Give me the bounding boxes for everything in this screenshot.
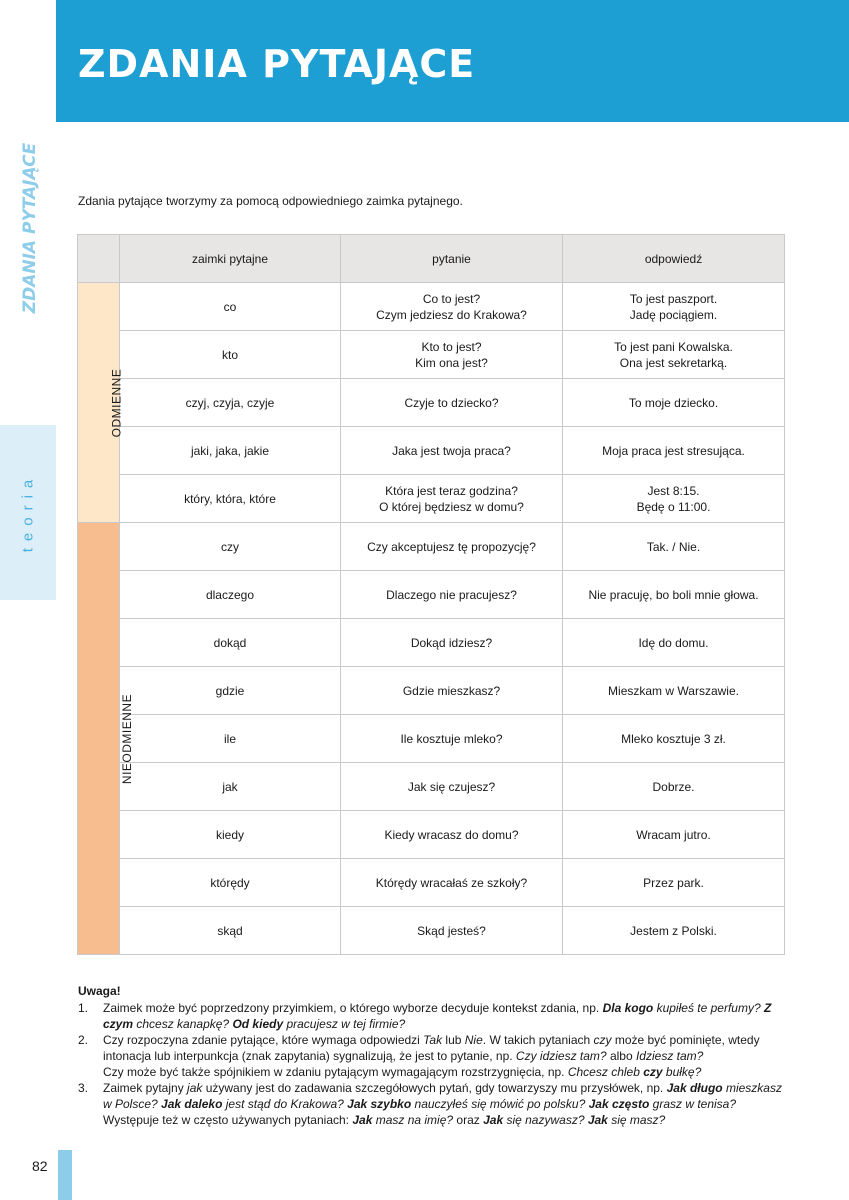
question-line: Jak się czujesz? (407, 779, 496, 794)
note-text: się nazywasz? (503, 1113, 588, 1127)
question-cell (341, 619, 563, 667)
table-row (78, 859, 785, 907)
question-cell (341, 523, 563, 571)
note-paragraph (103, 1064, 790, 1080)
table-row (78, 907, 785, 955)
pronoun-cell: kto (120, 331, 341, 379)
note-emphasis: Jak szybko (347, 1097, 412, 1111)
answer-line: Będę o 11:00. (636, 499, 711, 514)
question-line: Co to jest? (422, 291, 481, 306)
answer-cell (563, 715, 785, 763)
question-cell (341, 379, 563, 427)
answer-cell (563, 667, 785, 715)
answer-cell (563, 475, 785, 523)
note-number: 3. (78, 1081, 89, 1095)
note-emphasis: Od kiedy (232, 1017, 284, 1031)
sidebar-vertical-title-text: ZDANIA PYTAJĄCE (20, 142, 41, 313)
note-text: albo (606, 1049, 636, 1063)
note-text: może być pominięte, wtedy intonacja lub interpunkcja (znak zapytania) sygnalizują, że jest to pytanie, np. (103, 1033, 760, 1063)
note-text: używany jest do zadawania szczegółowych pytań, gdy towarzyszy mu przysłówek, np. (202, 1081, 667, 1095)
note-text: Występuje też w często używanych pytaniach: (103, 1113, 353, 1127)
intro-text: Zdania pytające tworzymy za pomocą odpowiedniego zaimka pytajnego. (78, 194, 463, 208)
table-row (78, 331, 785, 379)
note-text: pracujesz w tej firmie? (283, 1017, 406, 1031)
pronoun-cell: który, która, które (120, 475, 341, 523)
note-number: 2. (78, 1033, 89, 1047)
answer-line: Przez park. (643, 875, 704, 890)
note-text: czy (593, 1033, 612, 1047)
pronoun-cell: ile (120, 715, 341, 763)
page-title: ZDANIA PYTAJĄCE (78, 42, 476, 86)
pronoun-cell: dlaczego (120, 571, 341, 619)
note-text: Nie (464, 1033, 483, 1047)
answer-line: Jest 8:15. (647, 483, 700, 498)
question-cell (341, 763, 563, 811)
table-body (78, 283, 785, 955)
note-text: Zaimek może być poprzedzony przyimkiem, o którego wyborze decyduje kontekst zdania, np. (103, 1001, 603, 1015)
table-row (78, 379, 785, 427)
note-item (78, 1000, 790, 1032)
question-cell (341, 571, 563, 619)
answer-cell (563, 811, 785, 859)
page-number: 82 (32, 1158, 48, 1174)
sidebar-tab-teoria (0, 425, 56, 600)
note-emphasis: Jak (352, 1113, 373, 1127)
group-label-text: ODMIENNE (109, 368, 124, 437)
note-text: jest stąd do Krakowa? (222, 1097, 348, 1111)
table-row (78, 523, 785, 571)
note-text: Czy może być także spójnikiem w zdaniu pytającym wymagającym rozstrzygnięcia, np. (103, 1065, 568, 1079)
note-emphasis: Jak (483, 1113, 504, 1127)
table-header-row (78, 235, 785, 283)
note-text: kupiłeś te perfumy? (653, 1001, 764, 1015)
question-line: Kiedy wracasz do domu? (384, 827, 519, 842)
answer-cell (563, 859, 785, 907)
note-emphasis: Z czym (103, 1001, 772, 1031)
question-line: Gdzie mieszkasz? (402, 683, 501, 698)
note-text: grasz w tenisa? (649, 1097, 737, 1111)
table-row (78, 571, 785, 619)
answer-line: Ona jest sekretarką. (619, 355, 728, 370)
pronoun-table (77, 234, 785, 955)
pronoun-cell: dokąd (120, 619, 341, 667)
question-line: O której będziesz w domu? (379, 499, 524, 514)
note-emphasis: Jak daleko (161, 1097, 223, 1111)
pronoun-cell: kiedy (120, 811, 341, 859)
question-cell (341, 427, 563, 475)
note-text: mieszkasz w Polsce? (103, 1081, 782, 1111)
question-cell (341, 667, 563, 715)
question-line: Skąd jesteś? (417, 923, 486, 938)
answer-line: Dobrze. (652, 779, 695, 794)
note-text: chcesz kanapkę? (133, 1017, 233, 1031)
page-number-bar (58, 1150, 72, 1200)
pronoun-cell: jak (120, 763, 341, 811)
question-line: Jaka jest twoja praca? (392, 443, 511, 458)
note-text: nauczyłeś się mówić po polsku? (411, 1097, 589, 1111)
question-line: Czy akceptujesz tę propozycję? (367, 539, 536, 554)
group-label-nieodmienne (78, 523, 135, 955)
question-line: Kto to jest? (421, 339, 482, 354)
pronoun-cell: czyj, czyja, czyje (120, 379, 341, 427)
question-cell (341, 331, 563, 379)
answer-line: To jest paszport. (629, 291, 718, 306)
table-row (78, 427, 785, 475)
question-line: Kim ona jest? (415, 355, 488, 370)
note-text: Czy rozpoczyna zdanie pytające, które wymaga odpowiedzi (103, 1033, 424, 1047)
note-paragraph (103, 1032, 790, 1064)
note-text: Tak (423, 1033, 443, 1047)
note-emphasis: Dla kogo (602, 1001, 654, 1015)
answer-line: Wracam jutro. (636, 827, 711, 842)
table-row (78, 283, 785, 331)
column-header-answer: odpowiedź (563, 235, 785, 283)
question-cell (341, 907, 563, 955)
sidebar-tab-label: teoria (19, 472, 37, 553)
answer-line: Mleko kosztuje 3 zł. (621, 731, 726, 746)
note-text: Czy idziesz tam? (515, 1049, 607, 1063)
note-text: jak (187, 1081, 203, 1095)
question-line: Dlaczego nie pracujesz? (386, 587, 517, 602)
answer-line: To jest pani Kowalska. (614, 339, 733, 354)
note-emphasis: Jak (587, 1113, 608, 1127)
pronoun-cell: skąd (120, 907, 341, 955)
question-line: Czym jedziesz do Krakowa? (376, 307, 527, 322)
note-text: Chcesz chleb (567, 1065, 644, 1079)
answer-cell (563, 523, 785, 571)
answer-line: Tak. / Nie. (646, 539, 701, 554)
answer-cell (563, 427, 785, 475)
note-text: . W takich pytaniach (482, 1033, 594, 1047)
table-row (78, 763, 785, 811)
note-text: oraz (453, 1113, 484, 1127)
pronoun-cell: jaki, jaka, jakie (120, 427, 341, 475)
note-emphasis: czy (643, 1065, 663, 1079)
note-item (78, 1032, 790, 1080)
answer-cell (563, 331, 785, 379)
note-paragraph (103, 1080, 790, 1128)
answer-line: Jestem z Polski. (630, 923, 717, 938)
answer-cell (563, 619, 785, 667)
pronoun-cell: czy (120, 523, 341, 571)
note-number: 1. (78, 1001, 89, 1015)
note-text: bułkę? (662, 1065, 702, 1079)
question-cell (341, 811, 563, 859)
question-cell (341, 283, 563, 331)
group-label-odmienne (78, 283, 124, 523)
question-cell (341, 859, 563, 907)
answer-cell (563, 763, 785, 811)
table-row (78, 475, 785, 523)
column-header-pronoun: zaimki pytajne (120, 235, 341, 283)
note-item (78, 1080, 790, 1128)
answer-line: Idę do domu. (638, 635, 709, 650)
note-emphasis: Jak często (588, 1097, 650, 1111)
note-paragraph (103, 1000, 790, 1032)
question-line: Czyje to dziecko? (404, 395, 499, 410)
pronoun-cell: gdzie (120, 667, 341, 715)
question-line: Która jest teraz godzina? (385, 483, 518, 498)
question-line: Którędy wracałaś ze szkoły? (375, 875, 528, 890)
question-line: Dokąd idziesz? (410, 635, 493, 650)
answer-line: Jadę pociągiem. (629, 307, 718, 322)
notes-list (78, 1000, 790, 1128)
group-label-text: NIEODMIENNE (120, 693, 135, 784)
note-emphasis: Jak długo (666, 1081, 723, 1095)
answer-cell (563, 379, 785, 427)
note-text: masz na imię? (372, 1113, 454, 1127)
column-header-question: pytanie (341, 235, 563, 283)
pronoun-cell: którędy (120, 859, 341, 907)
answer-line: Moja praca jest stresująca. (602, 443, 745, 458)
table-row (78, 811, 785, 859)
answer-line: Nie pracuję, bo boli mnie głowa. (588, 587, 759, 602)
note-text: Zaimek pytajny (103, 1081, 188, 1095)
table-row (78, 667, 785, 715)
answer-line: Mieszkam w Warszawie. (608, 683, 739, 698)
notes-section (78, 983, 790, 1128)
question-line: Ile kosztuje mleko? (400, 731, 503, 746)
question-cell (341, 475, 563, 523)
answer-cell (563, 571, 785, 619)
note-text: się masz? (607, 1113, 666, 1127)
note-text: lub (442, 1033, 465, 1047)
answer-line: To moje dziecko. (628, 395, 719, 410)
notes-title: Uwaga! (78, 984, 121, 998)
question-cell (341, 715, 563, 763)
sidebar-vertical-title (8, 140, 52, 315)
answer-cell (563, 283, 785, 331)
table-row (78, 619, 785, 667)
table-row (78, 715, 785, 763)
note-text: Idziesz tam? (635, 1049, 704, 1063)
pronoun-cell: co (120, 283, 341, 331)
answer-cell (563, 907, 785, 955)
table-corner-cell (78, 235, 120, 283)
